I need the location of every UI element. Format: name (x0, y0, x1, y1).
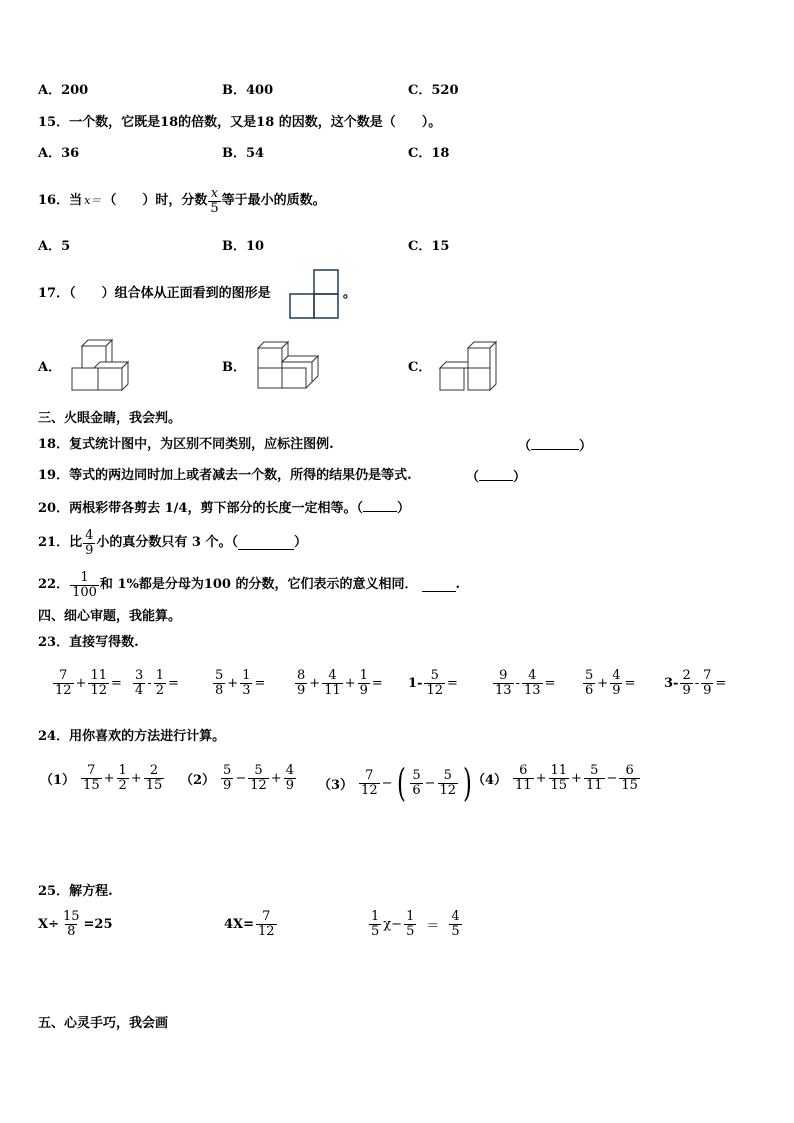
q16-pre: 16．当 (38, 193, 83, 208)
q23-expression-3 (212, 669, 265, 698)
denominator: 9 (682, 683, 691, 698)
q24-expression-3 (318, 761, 475, 805)
q23-operator: = (371, 676, 383, 691)
q22-answer-blank[interactable] (422, 579, 456, 592)
q25-e3-n3: 4 (451, 909, 460, 924)
q22-den: 100 (72, 584, 97, 600)
q17-option-a-cubes (70, 338, 132, 396)
numerator: 2 (149, 763, 159, 778)
q23-operator: + (597, 676, 609, 691)
numerator: 1 (242, 668, 251, 683)
q23-fraction (424, 669, 445, 698)
q23-expression-2 (132, 669, 179, 698)
denominator: 13 (523, 683, 541, 698)
q24-fraction (117, 764, 129, 793)
q16-text (38, 183, 326, 219)
q23-operator: = (624, 676, 636, 691)
q24-operator: − (381, 775, 393, 791)
q24-operator: − (235, 771, 247, 786)
q24-fraction (438, 769, 459, 798)
q21-post: 小的真分数只有 3 个。（ (96, 535, 238, 550)
q25-e3-x: χ− (383, 917, 403, 932)
denominator: 9 (223, 778, 232, 793)
q23-operator: + (75, 676, 87, 691)
q25-equation-2 (224, 910, 278, 939)
q17-option-a: A． (38, 360, 62, 375)
q16-option-b: B．10 (222, 239, 265, 254)
numerator: 5 (412, 767, 421, 783)
q23-operator: = (447, 676, 458, 691)
q25-e3-n2: 1 (406, 909, 415, 924)
right-paren: ) (463, 761, 472, 805)
q16-fraction-den: 5 (210, 200, 219, 216)
numerator: 1 (155, 668, 164, 683)
denominator: 12 (439, 782, 457, 798)
q25-e1-pre: X÷ (38, 917, 59, 932)
q14-option-c: C．520 (408, 83, 459, 98)
q23-fraction (358, 669, 370, 698)
q23-expression-8 (664, 669, 726, 698)
denominator: 3 (242, 683, 251, 698)
q17-option-b-cubes (256, 340, 322, 392)
q25-e2-den: 12 (258, 924, 275, 939)
q23-expression-1 (52, 669, 122, 698)
q23-fraction (322, 669, 343, 698)
q16-option-c: C．15 (408, 239, 450, 254)
q17-option-c-cubes (438, 340, 500, 396)
q23-fraction (295, 669, 307, 698)
q23-fraction (88, 669, 109, 698)
q25-e3-eq: ＝ (426, 919, 440, 934)
q25-e1-den: 8 (67, 924, 76, 939)
numerator: 8 (297, 668, 306, 683)
q23-operator: = (544, 676, 556, 691)
q24-label: （2） (180, 773, 216, 788)
numerator: 7 (365, 767, 374, 783)
numerator: 11 (90, 668, 107, 683)
q16-fraction (208, 187, 220, 216)
numerator: 1 (359, 668, 368, 683)
q18-text: 18．复式统计图中，为区别不同类别，应标注图例. (38, 437, 334, 452)
denominator: 11 (324, 683, 341, 698)
q22-post: 和 1%都是分母为100 的分数，它们表示的意义相同． (99, 577, 418, 592)
q18-paren-left: （ (518, 439, 532, 454)
denominator: 15 (550, 778, 568, 793)
denominator: 13 (495, 683, 512, 698)
numerator: 5 (443, 767, 452, 783)
q18-paren-right: ） (579, 439, 593, 454)
denominator: 11 (585, 778, 603, 793)
q23-fraction (522, 669, 543, 698)
q17-option-c: C． (408, 360, 432, 375)
q20-text (38, 499, 410, 517)
q23-operator: - (147, 676, 152, 691)
q24-fraction (221, 764, 233, 793)
q24-fraction (144, 764, 165, 793)
numerator: 7 (59, 668, 68, 683)
q19-paren-right: ） (513, 470, 527, 485)
numerator: 7 (703, 668, 712, 683)
numerator: 6 (519, 763, 528, 778)
q17-text: 17．（ ）组合体从正面看到的图形是 (38, 286, 271, 301)
q24-fraction (619, 764, 640, 793)
denominator: 12 (90, 683, 107, 698)
q23-operator: + (309, 676, 321, 691)
q24-label: （3） (318, 777, 354, 793)
q24-operator: + (103, 771, 115, 786)
denominator: 12 (361, 782, 378, 798)
denominator: 4 (135, 683, 144, 698)
q16-fraction-num: x (210, 185, 219, 201)
numerator: 5 (585, 668, 594, 683)
numerator: 1 (118, 763, 127, 778)
q24-fraction (359, 769, 380, 798)
q22-num: 1 (80, 569, 89, 585)
q23-operator: = (715, 676, 727, 691)
numerator: 9 (499, 668, 508, 683)
q24-label: （4） (472, 773, 508, 788)
q23-expression-4 (294, 669, 383, 698)
numerator: 11 (550, 763, 568, 778)
q25-title: 25．解方程. (38, 884, 113, 899)
denominator: 12 (250, 778, 267, 793)
q16-post: 等于最小的质数。 (221, 193, 326, 208)
q24-expression-2 (180, 764, 297, 793)
q17-front-view-figure (289, 268, 341, 320)
numerator: 2 (682, 668, 691, 683)
q25-e1-post: =25 (83, 917, 113, 932)
q14-option-b: B．400 (222, 83, 274, 98)
q24-fraction (549, 764, 570, 793)
q20-paren-right: ） (396, 501, 410, 516)
q15-option-b: B．54 (222, 146, 265, 161)
q23-expression-5 (408, 669, 458, 698)
denominator: 11 (515, 778, 532, 793)
q23-fraction (701, 669, 713, 698)
denominator: 12 (55, 683, 72, 698)
q25-equation-3 (368, 910, 463, 939)
q16-x-eq: x＝ (84, 194, 102, 207)
denominator: 2 (155, 683, 164, 698)
q14-option-a: A．200 (38, 83, 89, 98)
q19-paren-left: （ (466, 470, 480, 485)
q23-fraction (213, 669, 225, 698)
q24-operator: + (270, 771, 282, 786)
q24-operator: + (535, 771, 547, 786)
q21-answer-blank[interactable] (238, 537, 294, 550)
q17-option-b: B． (222, 360, 246, 375)
q15-option-c: C．18 (408, 146, 450, 161)
q24-operator: + (130, 771, 142, 786)
q25-e3-d2: 5 (406, 924, 415, 939)
q15-text: 15．一个数，它既是18的倍数，又是18 的因数，这个数是（ ）。 (38, 115, 442, 130)
numerator: 4 (612, 668, 621, 683)
q23-fraction (583, 669, 595, 698)
q21-text (38, 525, 307, 561)
q25-e3-d3: 5 (451, 924, 460, 939)
numerator: 5 (223, 763, 232, 778)
q24-expression-4 (472, 764, 641, 793)
q24-operator: − (606, 771, 618, 786)
q23-fraction (154, 669, 166, 698)
section-4-heading: 四、细心审题，我能算。 (38, 609, 182, 624)
q18-answer-blank[interactable] (518, 437, 592, 455)
denominator: 6 (585, 683, 594, 698)
q20-answer-blank[interactable] (363, 499, 397, 512)
q24-fraction (284, 764, 296, 793)
q23-fraction (240, 669, 252, 698)
section-3-heading: 三、火眼金睛，我会判。 (38, 411, 182, 426)
numerator: 4 (528, 668, 537, 683)
q23-operator: = (254, 676, 266, 691)
numerator: 5 (254, 763, 263, 778)
q24-label: （1） (40, 773, 76, 788)
q24-title: 24．用你喜欢的方法进行计算。 (38, 729, 226, 744)
q16-mid: （ ）时，分数 (103, 193, 208, 208)
q23-expression-7 (582, 669, 635, 698)
q19-answer-blank[interactable] (466, 468, 526, 486)
q23-fraction (610, 669, 622, 698)
q24-fraction (248, 764, 269, 793)
q23-expression-6 (492, 669, 555, 698)
q23-fraction (133, 669, 145, 698)
q25-e2-num: 7 (262, 909, 271, 924)
q23-operator: + (344, 676, 356, 691)
denominator: 15 (83, 778, 100, 793)
q24-expression-1 (40, 764, 165, 793)
numerator: 4 (285, 763, 294, 778)
q25-e3-d1: 5 (371, 924, 380, 939)
numerator: 6 (625, 763, 634, 778)
q21-num: 4 (85, 527, 94, 543)
q23-operator: - (515, 676, 520, 691)
q24-fraction (81, 764, 102, 793)
denominator: 2 (118, 778, 127, 793)
denominator: 12 (426, 683, 443, 698)
denominator: 6 (412, 782, 421, 798)
numerator: 5 (215, 668, 224, 683)
q21-pre: 21．比 (38, 535, 83, 550)
q21-den: 9 (85, 542, 94, 558)
q23-operator: - (694, 676, 700, 691)
q25-e2-pre: 4X= (224, 917, 255, 932)
numerator: 4 (328, 668, 337, 683)
q23-operator: 1- (408, 676, 423, 691)
q20-body: 20．两根彩带各剪去 1/4，剪下部分的长度一定相等。（ (38, 501, 363, 516)
q24-operator: + (571, 771, 582, 786)
q21-end: ） (293, 535, 307, 550)
numerator: 3 (135, 668, 144, 683)
q24-operator: − (424, 775, 436, 791)
q21-fraction (83, 529, 95, 558)
q24-fraction (513, 764, 534, 793)
denominator: 9 (612, 683, 621, 698)
numerator: 7 (87, 763, 96, 778)
denominator: 8 (215, 683, 224, 698)
q23-fraction (493, 669, 514, 698)
numerator: 5 (590, 763, 599, 778)
q22-text (38, 567, 460, 603)
q22-end: . (455, 577, 461, 592)
q25-equation-1 (38, 910, 113, 939)
denominator: 15 (145, 778, 163, 793)
q22-pre: 22． (38, 577, 70, 592)
q25-e1-num: 15 (62, 909, 80, 924)
left-paren: ( (396, 761, 406, 805)
q24-fraction (584, 764, 605, 793)
q16-option-a: A．5 (38, 239, 71, 254)
denominator: 9 (285, 778, 294, 793)
q23-operator: 3- (664, 676, 679, 691)
q19-text: 19．等式的两边同时加上或者减去一个数，所得的结果仍是等式. (38, 468, 412, 483)
q23-operator: = (167, 676, 179, 691)
denominator: 9 (703, 683, 712, 698)
q23-fraction (53, 669, 74, 698)
denominator: 15 (621, 778, 638, 793)
q23-fraction (680, 669, 692, 698)
q23-operator: = (111, 676, 122, 691)
section-5-heading: 五、心灵手巧，我会画 (38, 1016, 169, 1031)
denominator: 9 (297, 683, 306, 698)
q15-option-a: A．36 (38, 146, 80, 161)
q23-operator: + (227, 676, 239, 691)
q25-e3-n1: 1 (371, 909, 380, 924)
q23-title: 23．直接写得数. (38, 635, 139, 650)
q22-fraction (70, 571, 99, 600)
numerator: 5 (430, 668, 439, 683)
denominator: 9 (359, 683, 368, 698)
q17-end: 。 (343, 286, 357, 301)
q24-fraction (410, 769, 422, 798)
